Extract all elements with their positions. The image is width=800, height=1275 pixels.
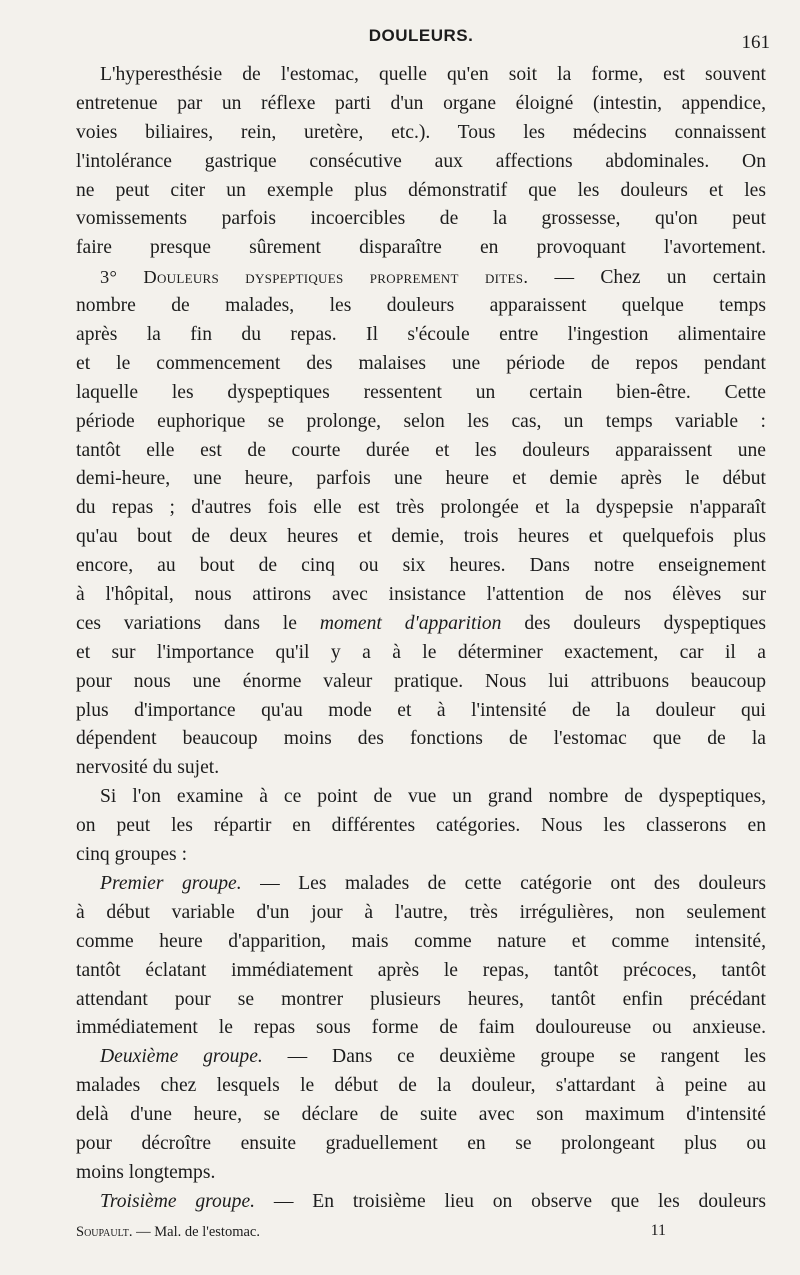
page-number: 161	[741, 32, 770, 53]
section-heading: 3° Douleurs dyspeptiques proprement dites.	[100, 267, 529, 288]
page-footer	[76, 1224, 766, 1248]
text-line: encore, au bout de cinq ou six heures. Dans notre enseignement	[76, 555, 766, 577]
text-line: on peut les répartir en différentes catégories. Nous les classerons en	[76, 815, 766, 837]
text-line: Si l'on examine à ce point de vue un grand nombre de dyspeptiques,	[100, 786, 766, 808]
footer-citation	[76, 1224, 260, 1241]
text-line: laquelle les dyspeptiques ressentent un certain bien-être. Cette	[76, 381, 766, 403]
text-line: immédiatement le repas sous forme de faim douloureuse ou anxieuse.	[76, 1017, 766, 1039]
footer-author: Soupault.	[76, 1224, 133, 1240]
text-fragment: — En troisième lieu on observe que les douleurs	[255, 1190, 766, 1212]
text-line: plus d'importance qu'au mode et à l'intensité de la douleur qui	[76, 699, 766, 721]
text-line: du repas ; d'autres fois elle est très prolongée et la dyspepsie n'apparaît	[76, 497, 766, 519]
text-line: pour nous une énorme valeur pratique. Nous lui attribuons beaucoup	[76, 670, 766, 692]
text-line: entretenue par un réflexe parti d'un organe éloigné (intestin, appendice,	[76, 92, 766, 114]
text-line: comme heure d'apparition, mais comme nature et comme intensité,	[76, 930, 766, 952]
text-line: période euphorique se prolonge, selon les cas, un temps variable :	[76, 410, 766, 432]
page-header	[76, 26, 770, 56]
group-heading: Deuxième groupe.	[100, 1046, 263, 1068]
body-text	[76, 61, 766, 1217]
text-line: et sur l'importance qu'il y a à le déterminer exactement, car il a	[76, 641, 766, 663]
text-line: qu'au bout de deux heures et demie, trois heures et quelquefois plus	[76, 526, 766, 548]
text-line: attendant pour se montrer plusieurs heures, tantôt enfin précédant	[76, 988, 766, 1010]
text-line	[76, 870, 766, 899]
text-line	[76, 263, 766, 292]
text-fragment: — Dans ce deuxième groupe se rangent les	[262, 1046, 767, 1068]
text-line: moins longtemps.	[76, 1161, 216, 1183]
signature-mark: 11	[650, 1222, 666, 1239]
text-line: nervosité du sujet.	[76, 757, 220, 779]
group-heading: Premier groupe.	[100, 872, 242, 894]
text-line: demi-heure, une heure, parfois une heure et demie après le début	[76, 468, 766, 490]
text-line: cinq groupes :	[76, 844, 188, 866]
text-line: l'intolérance gastrique consécutive aux affections abdominales. On	[76, 150, 766, 172]
text-line: après la fin du repas. Il s'écoule entre l'ingestion alimentaire	[76, 324, 766, 346]
text-line: et le commencement des malaises une période de repos pendant	[76, 352, 766, 374]
text-line: L'hyperesthésie de l'estomac, quelle qu'en soit la forme, est souvent	[100, 64, 766, 85]
text-line: ne peut citer un exemple plus démonstratif que les douleurs et les	[76, 179, 766, 201]
text-line: voies biliaires, rein, uretère, etc.). Tous les médecins connaissent	[76, 121, 766, 143]
running-head: DOULEURS.	[368, 26, 474, 45]
text-line: à l'hôpital, nous attirons avec insistance l'attention de nos élèves sur	[76, 584, 766, 606]
text-line: tantôt elle est de courte durée et les douleurs apparaissent une	[76, 439, 766, 461]
text-line: à début variable d'un jour à l'autre, très irrégulières, non seulement	[76, 901, 766, 923]
text-line: faire presque sûrement disparaître en provoquant l'avortement.	[76, 237, 766, 259]
text-line	[76, 1188, 766, 1217]
text-line: vomissements parfois incoercibles de la grossesse, qu'on peut	[76, 208, 766, 230]
text-fragment: — Chez un certain	[528, 267, 766, 289]
text-fragment: — Les malades de cette catégorie ont des douleurs	[241, 872, 766, 894]
group-heading: Troisième groupe.	[100, 1190, 256, 1212]
text-line: malades chez lesquels le début de la douleur, s'attardant à peine au	[76, 1075, 766, 1097]
text-line	[76, 1043, 766, 1072]
emphasis-text: moment d'apparition	[319, 612, 502, 634]
text-line: tantôt éclatant immédiatement après le repas, tantôt précoces, tantôt	[76, 959, 766, 981]
text-line: dépendent beaucoup moins des fonctions de l'estomac que de la	[76, 728, 766, 750]
text-line: nombre de malades, les douleurs apparaissent quelque temps	[76, 295, 766, 317]
text-line: pour décroître ensuite graduellement en se prolongeant plus ou	[76, 1132, 766, 1154]
text-fragment: ces variations dans le	[76, 612, 320, 634]
text-line	[76, 610, 766, 639]
text-fragment: des douleurs dyspeptiques	[501, 612, 766, 634]
footer-title: — Mal. de l'estomac.	[132, 1224, 260, 1240]
text-line: delà d'une heure, se déclare de suite avec son maximum d'intensité	[76, 1104, 766, 1126]
